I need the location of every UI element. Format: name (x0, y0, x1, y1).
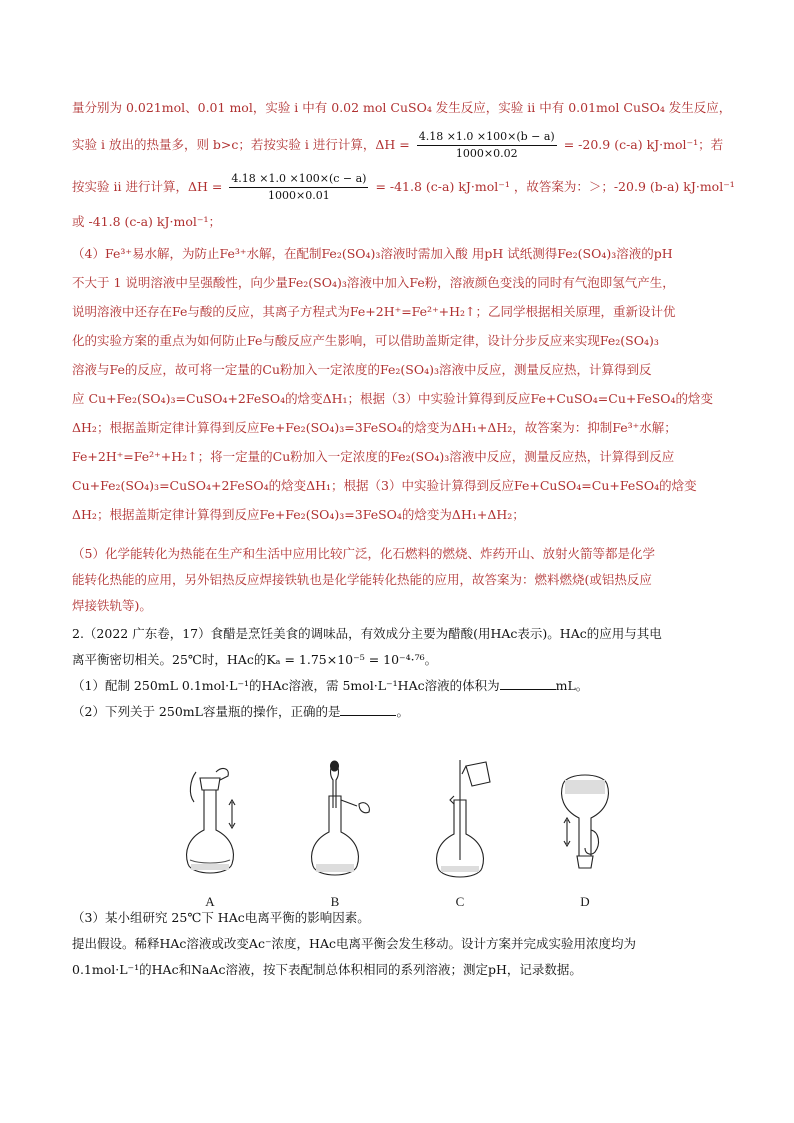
answer-line: 说明溶液中还存在Fe与酸的反应，其离子方程式为Fe+2H⁺=Fe²⁺+H₂↑；乙同学根据相关原理，重新设计优 (72, 304, 676, 319)
flask-pouring-illustration (410, 760, 510, 890)
answer-line: 焊接铁轨等)。 (72, 598, 152, 613)
question-end: 。 (396, 704, 409, 719)
question-line: 提出假设。稀释HAc溶液或改变Ac⁻浓度，HAc电离平衡会发生移动。设计方案并完成实验用浓度均为 (72, 936, 636, 951)
answer-line-formula-1 (72, 130, 723, 161)
answer-line: 不大于 1 说明溶液中呈强酸性，向少量Fe₂(SO₄)₃溶液中加入Fe粉，溶液颜色变浅的同时有气泡即氢气产生， (72, 275, 675, 290)
answer-line: （5）化学能转化为热能在生产和生活中应用比较广泛，化石燃料的燃烧、炸药开山、放射火箭等都是化学 (72, 546, 655, 561)
answer-line-formula-2 (72, 172, 735, 203)
figure-label-b: B (330, 894, 340, 909)
enthalpy-fraction (417, 130, 557, 161)
question-line: 0.1mol·L⁻¹的HAc和NaAc溶液，按下表配制总体积相同的系列溶液；测定pH，记录数据。 (72, 962, 582, 977)
answer-blank[interactable] (340, 703, 396, 716)
figure-label-d: D (580, 894, 590, 909)
flask-dropper-illustration (285, 760, 385, 890)
question-unit: mL。 (555, 678, 589, 693)
answer-line: 化的实验方案的重点为如何防止Fe与酸反应产生影响，可以借助盖斯定律，设计分步反应来实现Fe₂(SO₄)₃ (72, 333, 659, 348)
sub-question-1 (72, 676, 588, 696)
answer-line: ΔH₂；根据盖斯定律计算得到反应Fe+Fe₂(SO₄)₃=3FeSO₄的焓变为ΔH₁+ΔH₂，故答案为：抑制Fe³⁺水解； (72, 420, 677, 435)
figure-label-c: C (455, 894, 465, 909)
figure-option-c (410, 760, 510, 910)
answer-line: ΔH₂；根据盖斯定律计算得到反应Fe+Fe₂(SO₄)₃=3FeSO₄的焓变为ΔH₁+ΔH₂； (72, 507, 525, 522)
formula-prefix: 按实验 ii 进行计算，ΔH = (72, 179, 223, 194)
flask-inverted-illustration (535, 760, 635, 890)
answer-line: 量分别为 0.021mol、0.01 mol，实验 i 中有 0.02 mol CuSO₄ 发生反应，实验 ii 中有 0.01mol CuSO₄ 发生反应， (72, 100, 732, 115)
question-text: （1）配制 250mL 0.1mol·L⁻¹的HAc溶液，需 5mol·L⁻¹HAc溶液的体积为 (72, 678, 500, 693)
answer-line: Cu+Fe₂(SO₄)₃=CuSO₄+2FeSO₄的焓变ΔH₁；根据（3）中实验计算得到反应Fe+CuSO₄=Cu+FeSO₄的焓变 (72, 478, 697, 493)
question-line: 离平衡密切相关。25℃时，HAc的Kₐ = 1.75×10⁻⁵ = 10⁻⁴·⁷⁶。 (72, 652, 438, 667)
answer-line: 能转化热能的应用，另外铝热反应焊接铁轨也是化学能转化热能的应用，故答案为：燃料燃烧(或铝热反应 (72, 572, 652, 587)
fraction-denominator: 1000×0.02 (455, 147, 518, 160)
fraction-numerator: 4.18 ×1.0 ×100×(c − a) (229, 172, 368, 188)
formula-suffix: = -20.9 (c-a) kJ·mol⁻¹；若 (563, 137, 724, 152)
fraction-denominator: 1000×0.01 (268, 189, 330, 202)
sub-question-2 (72, 702, 409, 722)
figure-option-d (535, 760, 635, 910)
answer-line: Fe+2H⁺=Fe²⁺+H₂↑；将一定量的Cu粉加入一定浓度的Fe₂(SO₄)₃溶液中反应，测量反应热，计算得到反应 (72, 449, 675, 464)
figure-label-a: A (205, 894, 215, 909)
formula-prefix: 实验 i 放出的热量多，则 b>c；若按实验 i 进行计算，ΔH = (72, 137, 410, 152)
fraction-numerator: 4.18 ×1.0 ×100×(b − a) (417, 130, 557, 146)
question-text: （2）下列关于 250mL容量瓶的操作，正确的是 (72, 704, 341, 719)
figure-option-a (160, 760, 260, 910)
sub-question-3: （3）某小组研究 25℃下 HAc电离平衡的影响因素。 (72, 910, 370, 925)
flask-shaking-illustration (160, 760, 260, 890)
answer-line: 或 -41.8 (c-a) kJ·mol⁻¹； (72, 214, 221, 229)
flask-operations-figure (160, 760, 640, 910)
answer-line: （4）Fe³⁺易水解，为防止Fe³⁺水解，在配制Fe₂(SO₄)₃溶液时需加入酸 用pH 试纸测得Fe₂(SO₄)₃溶液的pH (72, 246, 673, 261)
answer-line: 溶液与Fe的反应，故可将一定量的Cu粉加入一定浓度的Fe₂(SO₄)₃溶液中反应，测量反应热，计算得到反 (72, 362, 652, 377)
enthalpy-fraction (229, 172, 368, 203)
answer-blank[interactable] (500, 677, 556, 690)
figure-option-b (285, 760, 385, 910)
formula-suffix: = -41.8 (c-a) kJ·mol⁻¹ ，故答案为：＞；-20.9 (b-a) kJ·mol⁻¹ (375, 179, 735, 194)
answer-line: 应 Cu+Fe₂(SO₄)₃=CuSO₄+2FeSO₄的焓变ΔH₁；根据（3）中实验计算得到反应Fe+CuSO₄=Cu+FeSO₄的焓变 (72, 391, 714, 406)
question-title: 2.（2022 广东卷，17）食醋是烹饪美食的调味品，有效成分主要为醋酸(用HAc表示)。HAc的应用与其电 (72, 626, 662, 641)
